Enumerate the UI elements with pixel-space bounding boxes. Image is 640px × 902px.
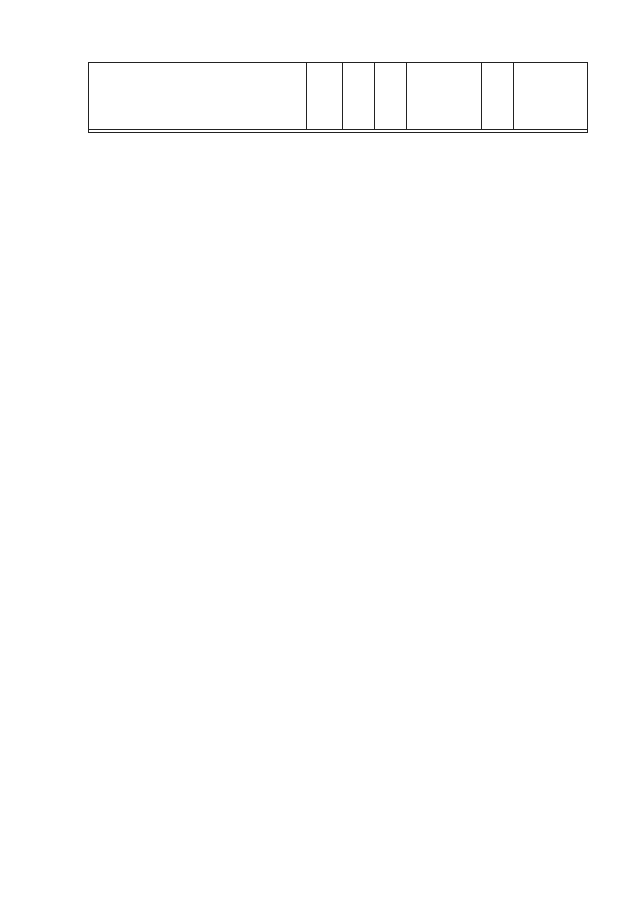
budget-table bbox=[88, 62, 588, 133]
header-vid bbox=[482, 63, 514, 130]
table-header bbox=[89, 63, 588, 130]
header-statya bbox=[407, 63, 482, 130]
table-body bbox=[89, 130, 588, 133]
header-total bbox=[514, 63, 588, 130]
header-razdel bbox=[343, 63, 375, 130]
header-name bbox=[89, 63, 307, 130]
header-podrazdel bbox=[375, 63, 407, 130]
header-glava bbox=[307, 63, 343, 130]
row-spacer bbox=[89, 130, 588, 133]
spacer-cell bbox=[89, 130, 588, 133]
